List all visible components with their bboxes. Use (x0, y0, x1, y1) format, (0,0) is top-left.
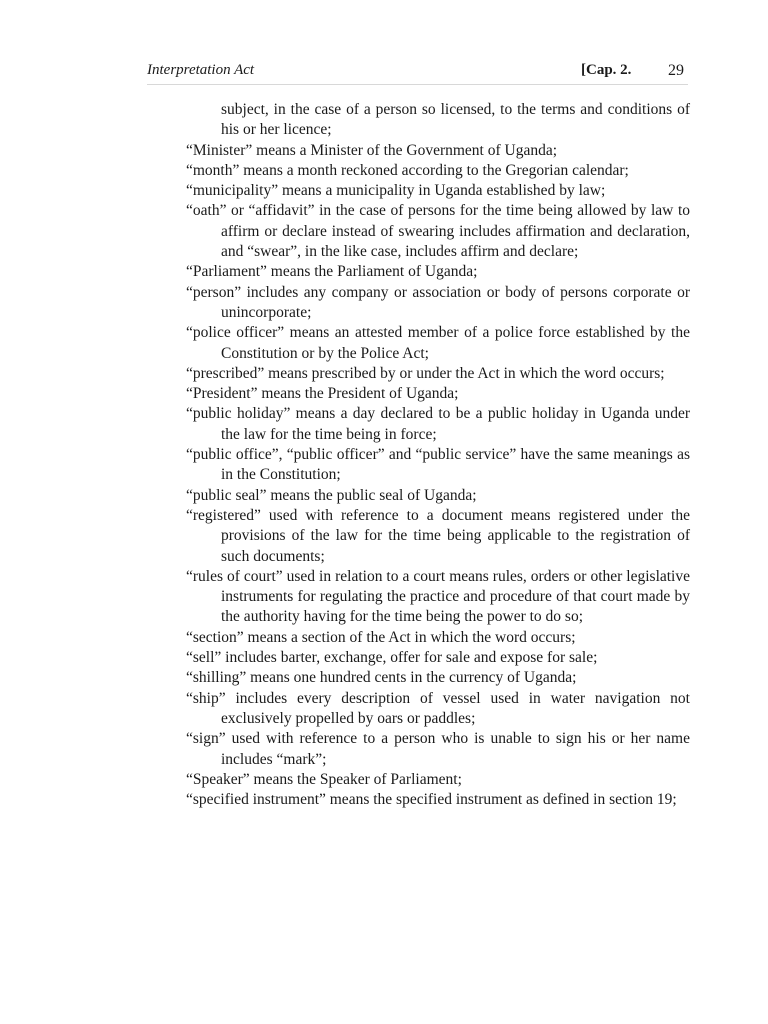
definition-sign: “sign” used with reference to a person who is unable to sign his or her name includes “mark”; (186, 730, 690, 768)
chapter-reference: [Cap. 2. (581, 62, 632, 78)
definition-president: “President” means the President of Uganda; (186, 385, 459, 403)
definition-sell: “sell” includes barter, exchange, offer for sale and expose for sale; (186, 649, 598, 667)
definition-ship: “ship” includes every description of vessel used in water navigation not exclusively propelled by oars or paddles; (186, 689, 690, 727)
definition-rules-of-court: “rules of court” used in relation to a court means rules, orders or other legislative instruments for regulating the practice and procedure of that court made by the authority having for the time being the power to do so; (186, 567, 690, 626)
definition-person: “person” includes any company or association or body of persons corporate or unincorporate; (186, 283, 690, 321)
definition-oath: “oath” or “affidavit” in the case of persons for the time being allowed by law to affirm or declare instead of swearing includes affirmation and declaration, and “swear”, in the like case, includes affirm and declare; (186, 202, 690, 261)
definition-public-seal: “public seal” means the public seal of Uganda; (186, 486, 477, 504)
page-number: 29 (668, 62, 684, 79)
definition-shilling: “shilling” means one hundred cents in the currency of Uganda; (186, 669, 577, 687)
definition-speaker: “Speaker” means the Speaker of Parliament; (186, 770, 462, 788)
definition-section: “section” means a section of the Act in which the word occurs; (186, 628, 576, 646)
act-title: Interpretation Act (147, 62, 255, 78)
definition-specified-instrument: “specified instrument” means the specified instrument as defined in section 19; (186, 791, 677, 809)
definition-prescribed: “prescribed” means prescribed by or under the Act in which the word occurs; (186, 364, 665, 382)
definition-continuation: subject, in the case of a person so licensed, to the terms and conditions of his or her licence; (221, 101, 690, 139)
definition-month: “month” means a month reckoned according to the Gregorian calendar; (186, 161, 629, 179)
definition-municipality: “municipality” means a municipality in Uganda established by law; (186, 182, 606, 200)
definition-police-officer: “police officer” means an attested member of a police force established by the Constitution or by the Police Act; (186, 324, 690, 362)
definition-parliament: “Parliament” means the Parliament of Uganda; (186, 263, 478, 281)
definition-public-office: “public office”, “public officer” and “public service” have the same meanings as in the Constitution; (186, 446, 690, 484)
definition-public-holiday: “public holiday” means a day declared to be a public holiday in Uganda under the law for the time being in force; (186, 405, 690, 443)
running-header (147, 62, 688, 85)
definitions-list (186, 100, 690, 810)
definition-registered: “registered” used with reference to a document means registered under the provisions of the law for the time being applicable to the registration of such documents; (186, 506, 690, 565)
definition-minister: “Minister” means a Minister of the Government of Uganda; (186, 141, 558, 159)
